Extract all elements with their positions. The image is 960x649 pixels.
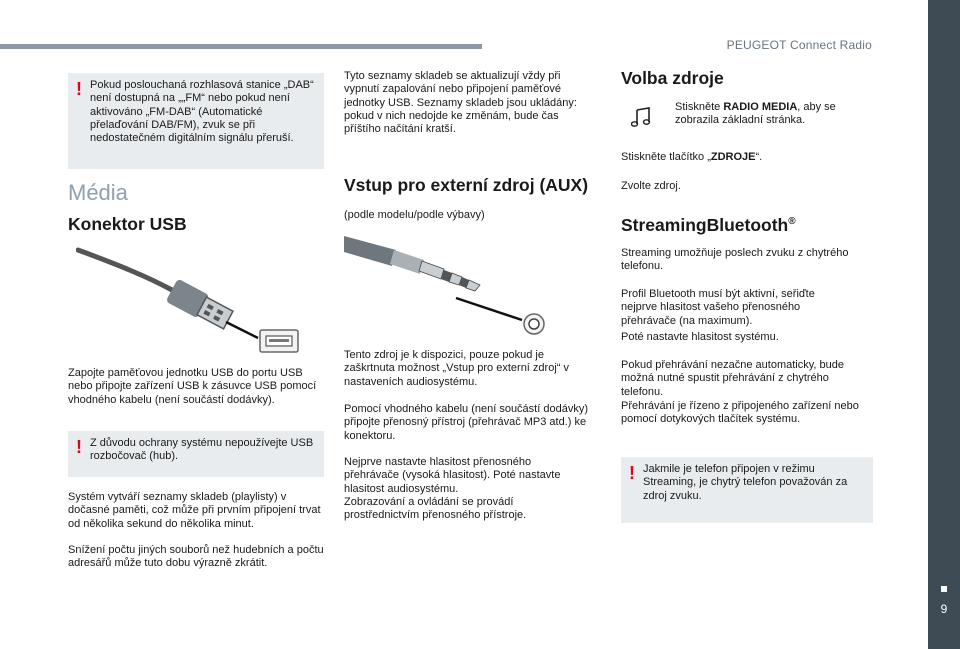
page-marker: [941, 586, 947, 592]
warning-icon: !: [76, 79, 82, 99]
source-step-select: Zvolte zdroj.: [621, 180, 681, 192]
bluetooth-heading: [621, 215, 796, 236]
source-step-text: Stiskněte: [675, 101, 724, 113]
warning-box-streaming: [621, 457, 873, 523]
aux-volume-text: Nejprve nastavte hlasitost přenosného přehrávače (vysoká hlasitost). Poté nastavte hlasitost audiosystému.: [344, 456, 561, 495]
usb-connector-illustration: [76, 242, 308, 354]
playlist-update-text: Tyto seznamy skladeb se aktualizují vždy při vypnutí zapalování nebo připojení paměťové jednotky USB. Seznamy skladeb jsou ukládány: pokud v nich nedojde ke změnám, bude čas příštího načítání kratší.: [344, 70, 577, 136]
playlist-text-2: Snížení počtu jiných souborů než hudebních a počtu adresářů může tuto dobu výrazně zkrátit.: [68, 544, 324, 570]
aux-note: (podle modelu/podle výbavy): [344, 209, 485, 221]
usb-heading: Konektor USB: [68, 214, 187, 234]
aux-heading: Vstup pro externí zdroj (AUX): [344, 175, 589, 195]
bluetooth-text-3: Pokud přehrávání nezačne automaticky, bude možná nutné spustit přehrávání z chytrého telefonu.: [621, 359, 844, 398]
bluetooth-heading-text: StreamingBluetooth: [621, 215, 789, 235]
aux-control-text: Zobrazování a ovládání se provádí prostřednictvím přenosného přístroje.: [344, 496, 527, 522]
header-rule: [0, 44, 482, 49]
aux-cable-text: Pomocí vhodného kabelu (není součástí dodávky) připojte přenosný přístroj (přehrávač MP3 atd.) ke konektoru.: [344, 403, 588, 442]
bluetooth-text-2b: Poté nastavte hlasitost systému.: [621, 331, 779, 343]
page-number: 9: [940, 602, 948, 616]
warning-icon: !: [76, 437, 82, 457]
section-title: Média: [68, 180, 128, 205]
source-step-text: “.: [755, 151, 763, 163]
warning-icon: !: [629, 463, 635, 483]
registered-mark: ®: [788, 216, 796, 228]
source-heading: Volba zdroje: [621, 68, 724, 88]
bluetooth-text-3b: Přehrávání je řízeno z připojeného zařízení nebo pomocí dotykových tlačítek systému.: [621, 400, 859, 426]
usb-instructions: Zapojte paměťovou jednotku USB do portu USB nebo připojte zařízení USB k zásuvce USB pomocí vhodného kabelu (není součástí dodávky).: [68, 367, 317, 406]
warning-text: Jakmile je telefon připojen v režimu Streaming, je chytrý telefon považován za zdroj zvuku.: [643, 463, 848, 502]
warning-text: Z důvodu ochrany systému nepoužívejte USB rozbočovač (hub).: [90, 437, 314, 463]
radio-media-label: RADIO MEDIA: [723, 101, 798, 113]
aux-availability-text: Tento zdroj je k dispozici, pouze pokud je zaškrtnuta možnost „Vstup pro externí zdroj“ v nastaveních audiosystému.: [344, 349, 569, 388]
zdroje-label: ZDROJE: [710, 151, 756, 163]
music-note-icon: [631, 106, 653, 128]
warning-text: Pokud poslouchaná rozhlasová stanice „DAB“ není dostupná na „„FM“ nebo pokud není aktivováno „FM-DAB“ (Automatické přelaďování DAB/FM), zvuk se při nedostatečném digitálním signálu přeruší.: [90, 79, 314, 145]
source-step-text: Stiskněte tlačítko „: [621, 151, 711, 163]
jack-connector-illustration: [344, 228, 554, 336]
header-title: PEUGEOT Connect Radio: [726, 38, 872, 52]
source-step-text: , aby se zobrazila základní stránka.: [675, 101, 836, 127]
playlist-text: Systém vytváří seznamy skladeb (playlisty) v dočasné paměti, což může při prvním připojení trvat od několika sekund do několika minut.: [68, 491, 321, 530]
bluetooth-text-2: Profil Bluetooth musí být aktivní, seřiďte nejprve hlasitost vašeho přenosného přehrávače (na maximum).: [621, 288, 815, 327]
source-step-zdroje: [621, 151, 877, 164]
warning-box-hub: [68, 431, 324, 477]
bluetooth-text-1: Streaming umožňuje poslech zvuku z chytrého telefonu.: [621, 247, 849, 273]
warning-box-dab: [68, 73, 324, 169]
page-edge-bar: [928, 0, 960, 649]
source-step-radio-media: [675, 101, 875, 128]
